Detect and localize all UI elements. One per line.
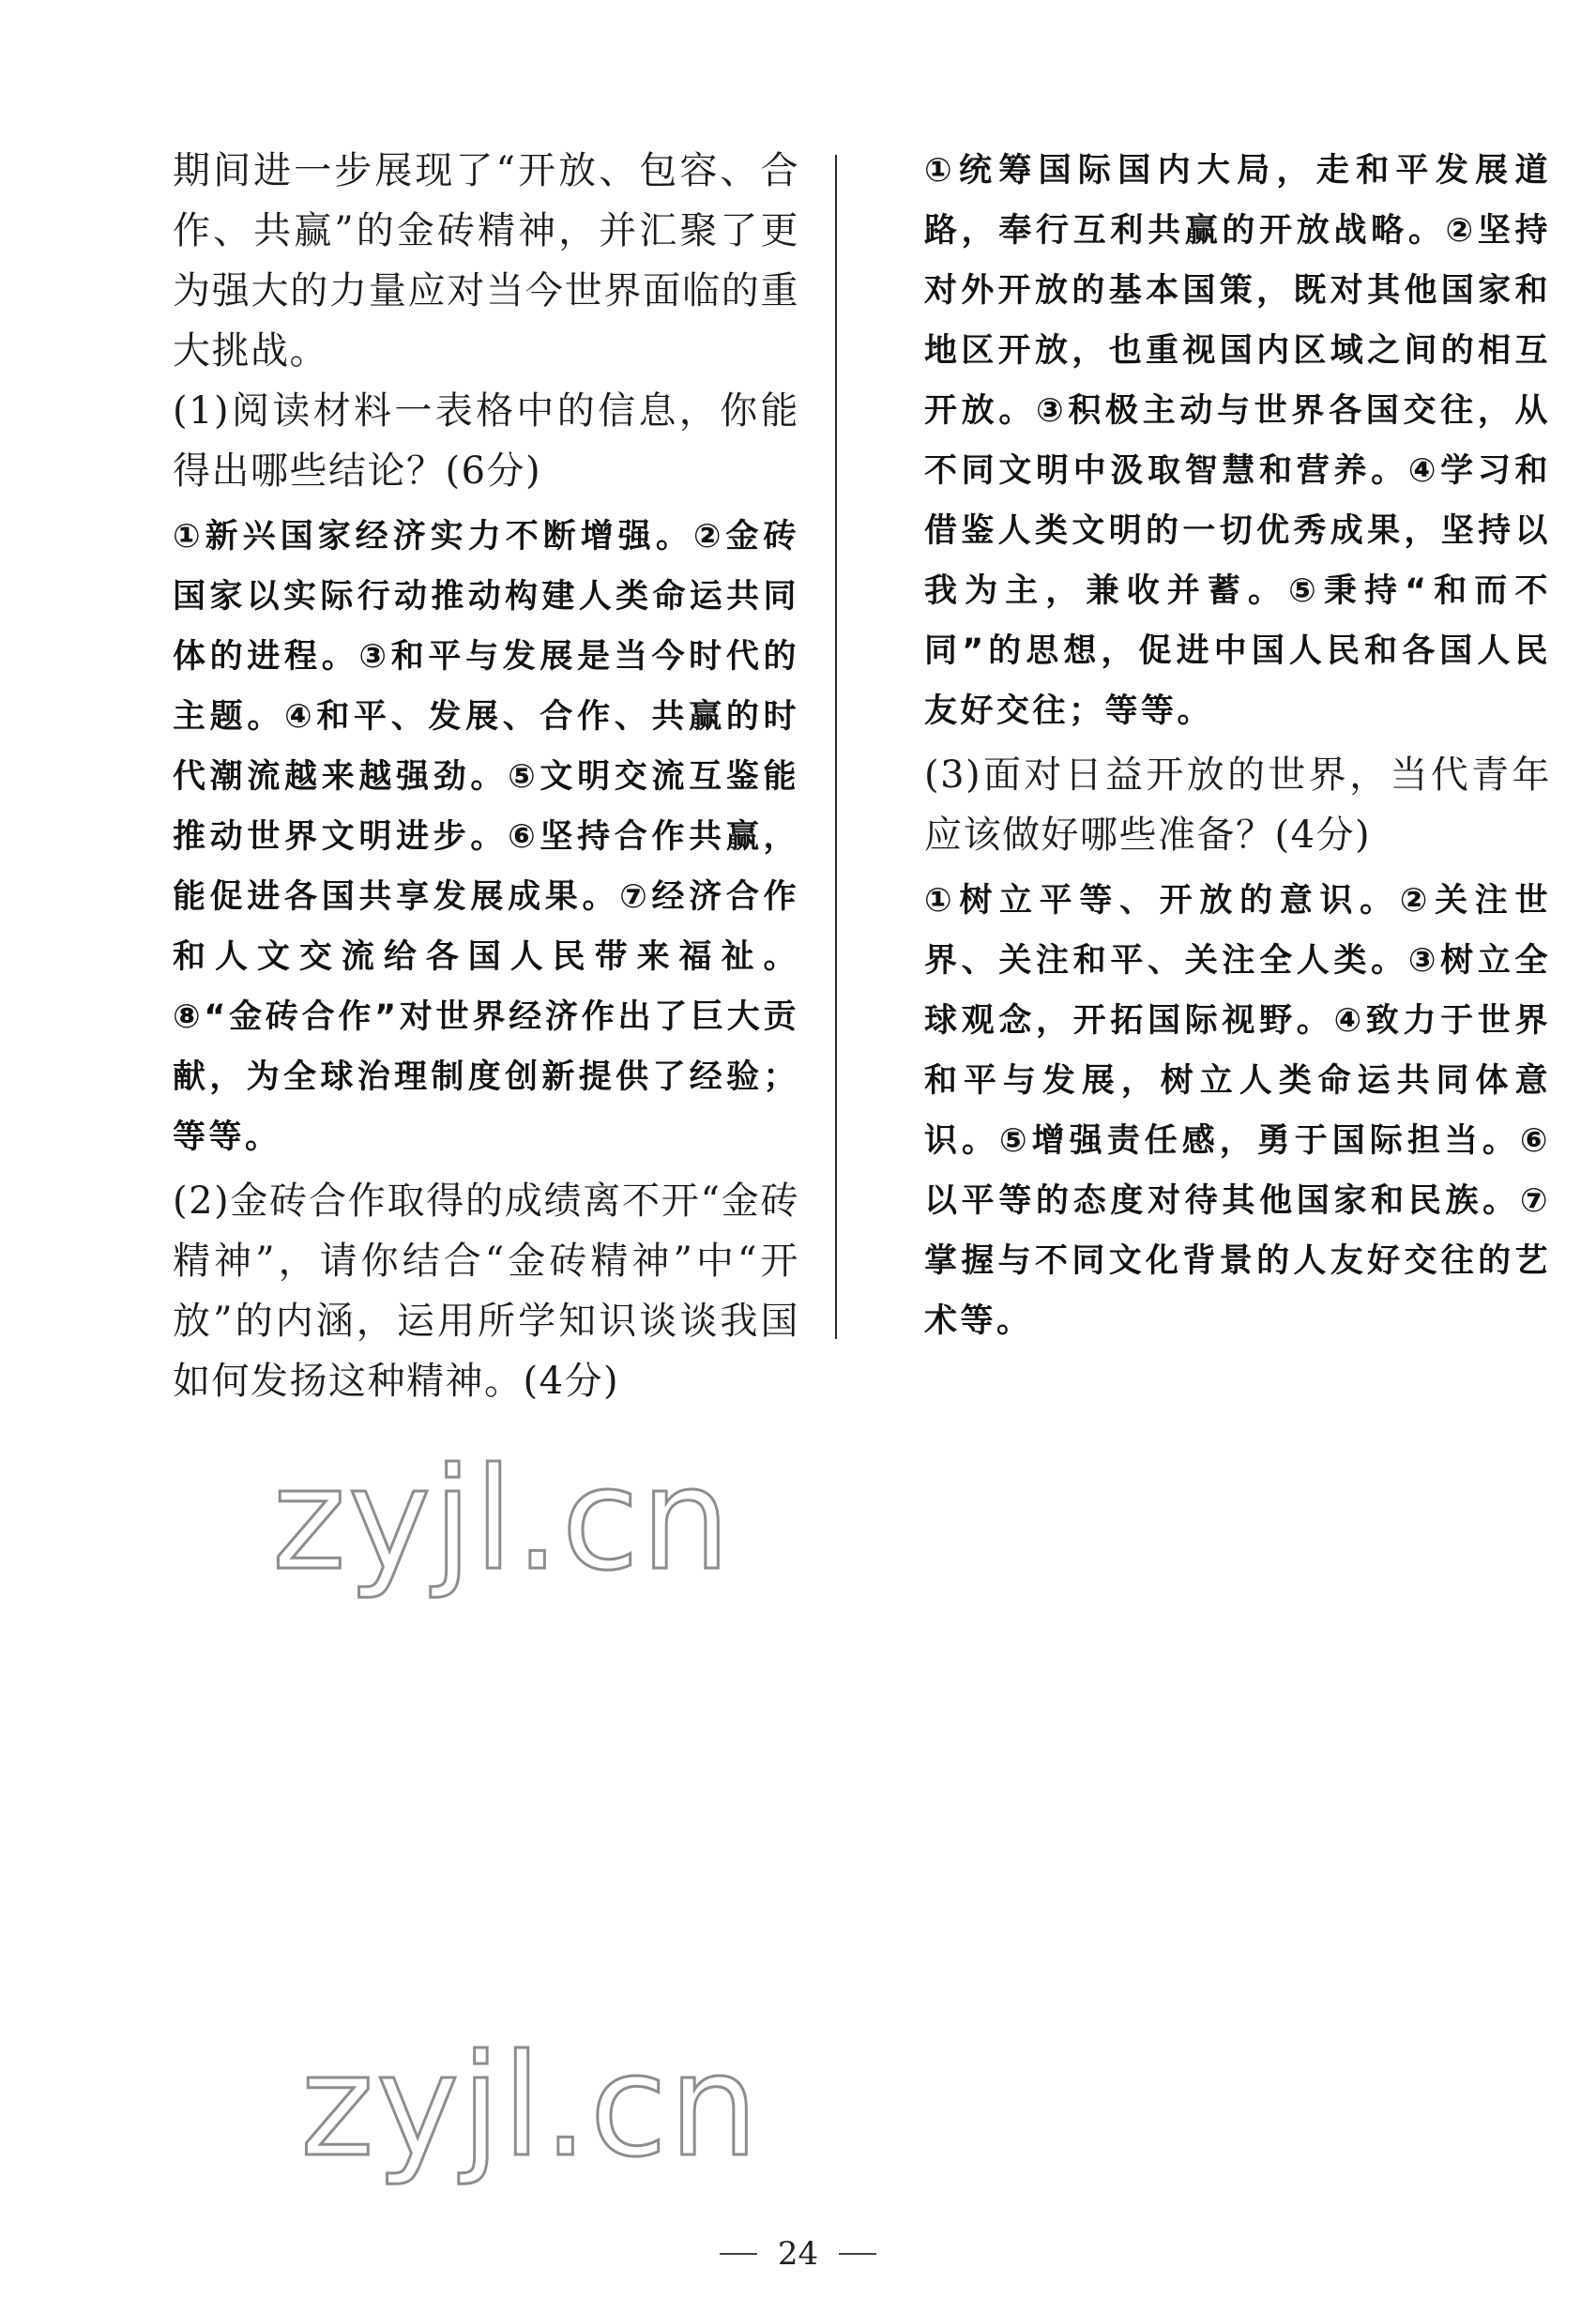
answer-1: ①新兴国家经济实力不断增强。②金砖国家以实际行动推动构建人类命运共同体的进程。③和平与发展是当今时代的主题。④和平、发展、合作、共赢的时代潮流越来越强劲。⑤文明交流互鉴能推动世界文明进步。⑥坚持合作共赢，能促进各国共享发展成果。⑦经济合作和人文交流给各国人民带来福祉。⑧“金砖合作”对世界经济作出了巨大贡献，为全球治理制度创新提供了经验；等等。 bbox=[173, 518, 799, 1156]
dash-decoration bbox=[839, 2253, 876, 2255]
watermark-logo: zyjl.cn bbox=[300, 2025, 761, 2188]
right-column bbox=[924, 141, 1551, 1355]
question-3: (3)面对日益开放的世界，当代青年应该做好哪些准备？(4分) bbox=[924, 753, 1551, 857]
question-2: (2)金砖合作取得的成绩离不开“金砖精神”，请你结合“金砖精神”中“开放”的内涵，运用所学知识谈谈我国如何发扬这种精神。(4分) bbox=[173, 1179, 799, 1403]
page-number: 24 bbox=[777, 2235, 819, 2273]
dash-decoration bbox=[720, 2253, 757, 2255]
left-column bbox=[173, 141, 799, 1411]
question-1: (1)阅读材料一表格中的信息，你能得出哪些结论？(6分) bbox=[173, 389, 799, 493]
answer-2: ①统筹国际国内大局，走和平发展道路，奉行互利共赢的开放战略。②坚持对外开放的基本国策，既对其他国家和地区开放，也重视国内区域之间的相互开放。③积极主动与世界各国交往，从不同文明中汲取智慧和营养。④学习和借鉴人类文明的一切优秀成果，坚持以我为主，兼收并蓄。⑤秉持“和而不同”的思想，促进中国人民和各国人民友好交往；等等。 bbox=[924, 152, 1551, 730]
passage-text: 期间进一步展现了“开放、包容、合作、共赢”的金砖精神，并汇聚了更为强大的力量应对当今世界面临的重大挑战。 bbox=[173, 149, 799, 373]
watermark-logo: zyjl.cn bbox=[272, 1438, 733, 1602]
column-divider bbox=[835, 155, 837, 1339]
page-number-footer bbox=[0, 2235, 1596, 2273]
answer-3: ①树立平等、开放的意识。②关注世界、关注和平、关注全人类。③树立全球观念，开拓国际视野。④致力于世界和平与发展，树立人类命运共同体意识。⑤增强责任感，勇于国际担当。⑥以平等的态度对待其他国家和民族。⑦掌握与不同文化背景的人友好交往的艺术等。 bbox=[924, 882, 1551, 1340]
